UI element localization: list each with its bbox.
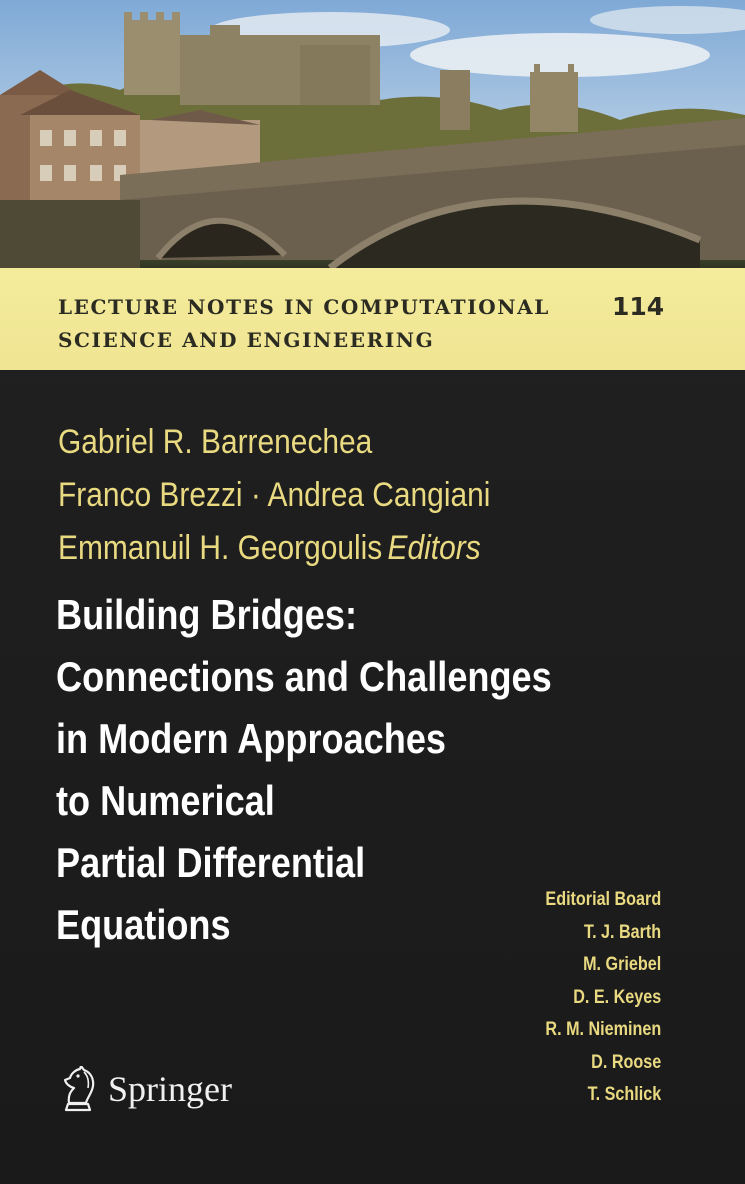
series-title (58, 291, 550, 357)
series-band (0, 268, 745, 370)
editor-names-3: Emmanuil H. Georgoulis (58, 529, 383, 567)
board-member: D. E. Keyes (573, 986, 661, 1008)
editorial-board (525, 884, 661, 1112)
editor-line-2: Franco Brezzi · Andrea Cangiani (58, 476, 491, 514)
title-line-4: to Numerical (56, 777, 275, 824)
title-line-1: Building Bridges: (56, 591, 357, 638)
volume-number: 114 (612, 292, 665, 321)
editor-line-3 (58, 522, 490, 575)
springer-knight-icon (56, 1066, 100, 1112)
board-member: T. J. Barth (583, 921, 661, 943)
editor-line-1: Gabriel R. Barrenechea (58, 423, 373, 461)
title-line-6: Equations (56, 901, 231, 948)
board-member: M. Griebel (582, 954, 661, 975)
bridge-castle-illustration (0, 0, 745, 268)
editors-role: Editors (387, 529, 481, 567)
title-line-5: Partial Differential (56, 839, 366, 886)
board-member: R. M. Nieminen (545, 1019, 661, 1040)
series-title-line-2: SCIENCE AND ENGINEERING (58, 328, 435, 352)
editors-block (58, 416, 549, 575)
publisher-name: Springer (108, 1069, 232, 1109)
board-member: T. Schlick (587, 1084, 661, 1105)
editorial-board-heading: Editorial Board (545, 889, 661, 910)
cover-photo (0, 0, 745, 268)
publisher-logo (56, 1066, 232, 1112)
title-line-3: in Modern Approaches (56, 715, 447, 762)
series-title-line-1: LECTURE NOTES IN COMPUTATIONAL (58, 295, 550, 319)
title-line-2: Connections and Challenges (56, 653, 552, 700)
board-member: D. Roose (590, 1051, 661, 1073)
